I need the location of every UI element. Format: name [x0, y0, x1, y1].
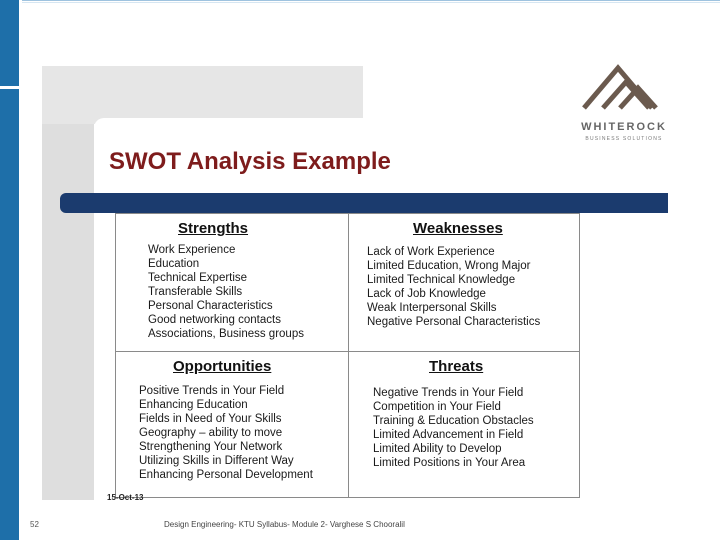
- opportunities-item: Utilizing Skills in Different Way: [139, 455, 294, 467]
- threats-item: Limited Advancement in Field: [373, 429, 524, 441]
- page-number: 52: [30, 520, 39, 529]
- left-accent-bar: [0, 0, 19, 540]
- logo-company-name: WHITEROCK: [581, 121, 667, 133]
- opportunities-item: Enhancing Education: [139, 399, 248, 411]
- threats-item: Training & Education Obstacles: [373, 415, 534, 427]
- strengths-item: Technical Expertise: [148, 272, 248, 284]
- strengths-item: Work Experience: [148, 244, 236, 256]
- threats-item: Limited Ability to Develop: [373, 443, 502, 455]
- weaknesses-item: Lack of Job Knowledge: [367, 288, 486, 300]
- weaknesses-item: Limited Technical Knowledge: [367, 274, 516, 286]
- opportunities-item: Strengthening Your Network: [139, 441, 283, 453]
- threats-item: Competition in Your Field: [373, 401, 501, 413]
- strengths-list: [148, 243, 304, 341]
- left-bar-divider: [0, 86, 19, 89]
- strengths-item: Good networking contacts: [148, 314, 281, 326]
- grid-vertical-divider: [348, 214, 349, 497]
- strengths-item: Transferable Skills: [148, 286, 243, 298]
- opportunities-item: Fields in Need of Your Skills: [139, 413, 282, 425]
- title-band: [60, 193, 668, 213]
- threats-item: Limited Positions in Your Area: [373, 457, 526, 469]
- opportunities-item: Geography – ability to move: [139, 427, 283, 439]
- logo-tagline: BUSINESS SOLUTIONS: [585, 136, 663, 142]
- slide-header-curve: [94, 118, 363, 128]
- slide-gray-side-panel: [42, 66, 94, 500]
- weaknesses-list: [367, 245, 540, 329]
- slide-gray-header: [42, 66, 363, 124]
- weaknesses-item: Negative Personal Characteristics: [367, 316, 541, 328]
- top-rule-secondary: [22, 2, 720, 3]
- weaknesses-item: Lack of Work Experience: [367, 246, 495, 258]
- strengths-item: Associations, Business groups: [148, 328, 304, 340]
- threats-item: Negative Trends in Your Field: [373, 387, 524, 399]
- strengths-item: Personal Characteristics: [148, 300, 273, 312]
- slide-date: 15-Oct-13: [107, 493, 144, 502]
- opportunities-item: Positive Trends in Your Field: [139, 385, 285, 397]
- strengths-item: Education: [148, 258, 200, 270]
- grid-horizontal-divider: [116, 351, 579, 352]
- opportunities-list: [139, 384, 313, 482]
- footer-text: Design Engineering- KTU Syllabus- Module 2- Varghese S Chooralil: [164, 520, 405, 529]
- weaknesses-heading: Weaknesses: [413, 220, 503, 237]
- slide-title: SWOT Analysis Example: [109, 148, 391, 175]
- threats-heading: Threats: [429, 358, 484, 375]
- weaknesses-item: Weak Interpersonal Skills: [367, 302, 497, 314]
- swot-grid: [115, 213, 580, 498]
- strengths-heading: Strengths: [178, 220, 249, 237]
- opportunities-heading: Opportunities: [173, 358, 272, 375]
- threats-list: [373, 386, 534, 470]
- opportunities-item: Enhancing Personal Development: [139, 469, 313, 481]
- weaknesses-item: Limited Education, Wrong Major: [367, 260, 531, 272]
- top-rule: [22, 0, 720, 1]
